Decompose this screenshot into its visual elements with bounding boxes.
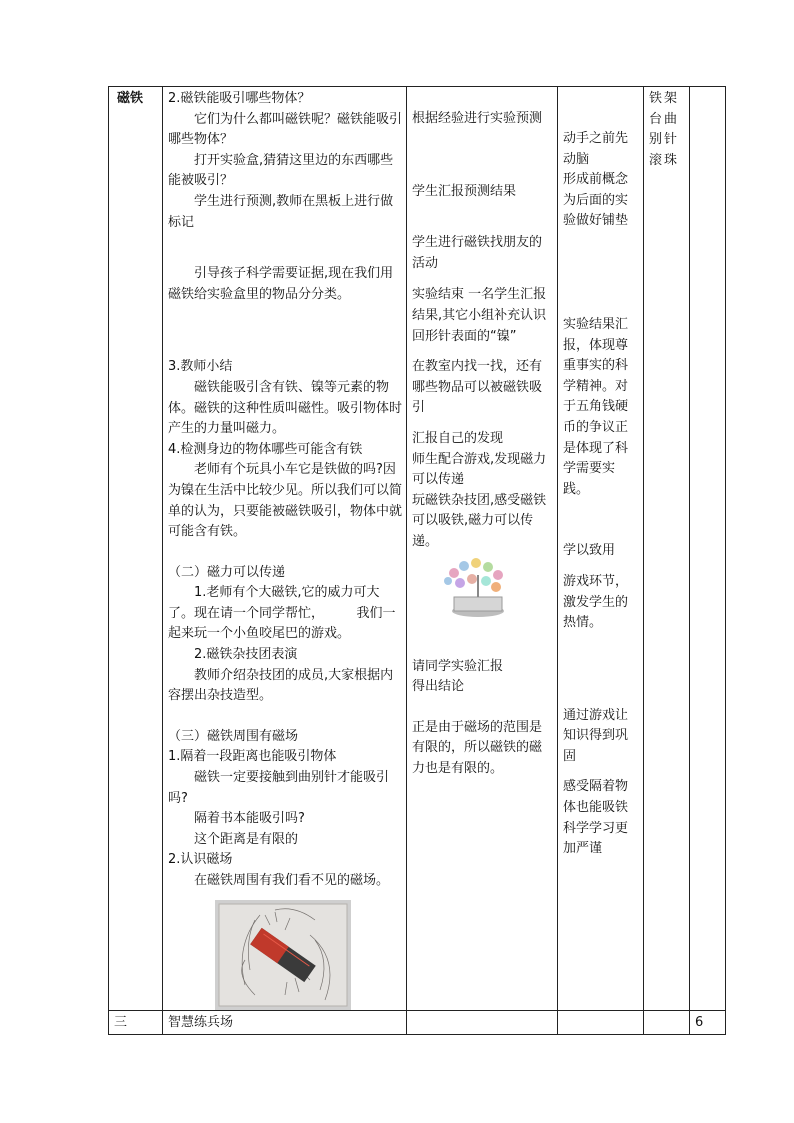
paragraph: 2.磁铁杂技团表演 — [194, 647, 298, 663]
student-activity-cell — [407, 1010, 558, 1034]
lesson-plan-table — [108, 86, 726, 1035]
student-activity-text: 实验结束 一名学生汇报结果,其它小组补充认识回形针表面的“镍” — [412, 287, 547, 344]
section-heading: 智慧练兵场 — [168, 1014, 234, 1030]
paragraph: 老师有个玩具小车它是铁做的吗?因为镍在生活中比较少见。所以我们可以简单的认为，只要能被磁铁吸引，物体中就可能含有铁。 — [168, 462, 403, 540]
teacher-activity-cell — [163, 1010, 407, 1034]
materials-text: 铁架台曲别针滚珠 — [649, 91, 680, 168]
student-activity-text: 学生汇报预测结果 — [412, 183, 517, 199]
design-intent-text: 感受隔着物体也能吸铁科学学习更加严谨 — [563, 779, 629, 857]
paragraph: 这个距离是有限的 — [194, 831, 299, 847]
student-activity-text: 师生配合游戏,发现磁力可以传递 — [412, 451, 547, 488]
section-heading: （三）磁铁周围有磁场 — [168, 728, 299, 744]
section-title: 磁铁 — [117, 91, 144, 106]
design-intent-cell — [558, 1010, 644, 1034]
step-heading: 1.隔着一段距离也能吸引物体 — [168, 749, 337, 765]
table-row — [109, 1010, 726, 1034]
step-heading: 3.教师小结 — [168, 359, 233, 375]
student-activity-text: 请同学实验汇报 — [412, 658, 504, 674]
section-number: 三 — [114, 1014, 128, 1030]
design-intent-text: 实验结果汇报，体现尊重事实的科学精神。对于五角钱硬币的争议正是体现了科学需要实践。 — [563, 316, 629, 497]
materials-cell — [644, 1010, 690, 1034]
paragraph: 1.老师有个大磁铁,它的威力可大了。现在请一个同学帮忙， 我们一起来玩一个小鱼咬尾巴的游戏。 — [168, 585, 396, 642]
paragraph: 引导孩子科学需要证据,现在我们用磁铁给实验盒里的物品分分类。 — [168, 266, 394, 302]
design-intent-text: 形成前概念为后面的实验做好铺垫 — [563, 172, 629, 229]
paragraph: 磁铁一定要接触到曲别针才能吸引吗? — [168, 770, 390, 806]
section-cell — [109, 87, 163, 1011]
student-activity-cell — [407, 87, 558, 1011]
paragraph: 在磁铁周围有我们看不见的磁场。 — [194, 873, 390, 888]
student-activity-text: 在教室内找一找，还有哪些物品可以被磁铁吸引 — [412, 359, 543, 416]
paragraph: 教师介绍杂技团的成员,大家根据内容摆出杂技造型。 — [168, 667, 394, 704]
student-activity-text: 学生进行磁铁找朋友的活动 — [412, 235, 543, 271]
time-text: 6 — [695, 1014, 704, 1030]
design-intent-text: 游戏环节，激发学生的热情。 — [563, 573, 629, 631]
step-heading: 2.认识磁场 — [168, 852, 233, 868]
design-intent-text: 学以致用 — [563, 543, 616, 559]
paragraph: 隔着书本能吸引吗? — [194, 811, 305, 827]
design-intent-cell — [558, 87, 644, 1011]
section-cell — [109, 1010, 163, 1034]
step-heading: 4.检测身边的物体哪些可能含有铁 — [168, 441, 363, 457]
paragraph: 它们为什么都叫磁铁呢？磁铁能吸引哪些物体？ — [168, 111, 403, 148]
student-activity-text: 根据经验进行实验预测 — [412, 111, 543, 126]
student-activity-text: 玩磁铁杂技团,感受磁铁可以吸铁,磁力可以传递。 — [412, 492, 547, 549]
student-activity-text: 汇报自己的发现 — [412, 430, 504, 446]
paragraph: 磁铁能吸引含有铁、镍等元素的物体。磁铁的这种性质叫磁性。吸引物体时产生的力量叫磁力。 — [168, 379, 403, 437]
magnet-acrobat-toy-image — [434, 557, 512, 619]
paragraph: 打开实验盒,猜猜这里边的东西哪些能被吸引？ — [168, 152, 394, 189]
paragraph: 学生进行预测,教师在黑板上进行做标记 — [168, 193, 394, 230]
materials-cell — [644, 87, 690, 1011]
design-intent-text: 通过游戏让知识得到巩固 — [563, 707, 629, 764]
step-heading: 2.磁铁能吸引哪些物体？ — [168, 91, 311, 106]
design-intent-text: 动手之前先动脑 — [563, 131, 629, 167]
magnetic-field-photo — [215, 900, 351, 1010]
teacher-activity-cell — [163, 87, 407, 1011]
time-cell — [690, 87, 726, 1011]
section-heading: （二）磁力可以传递 — [168, 564, 286, 580]
time-cell — [690, 1010, 726, 1034]
student-activity-text: 正是由于磁场的范围是有限的，所以磁铁的磁力也是有限的。 — [412, 719, 543, 776]
student-activity-text: 得出结论 — [412, 679, 465, 695]
table-row — [109, 87, 726, 1011]
